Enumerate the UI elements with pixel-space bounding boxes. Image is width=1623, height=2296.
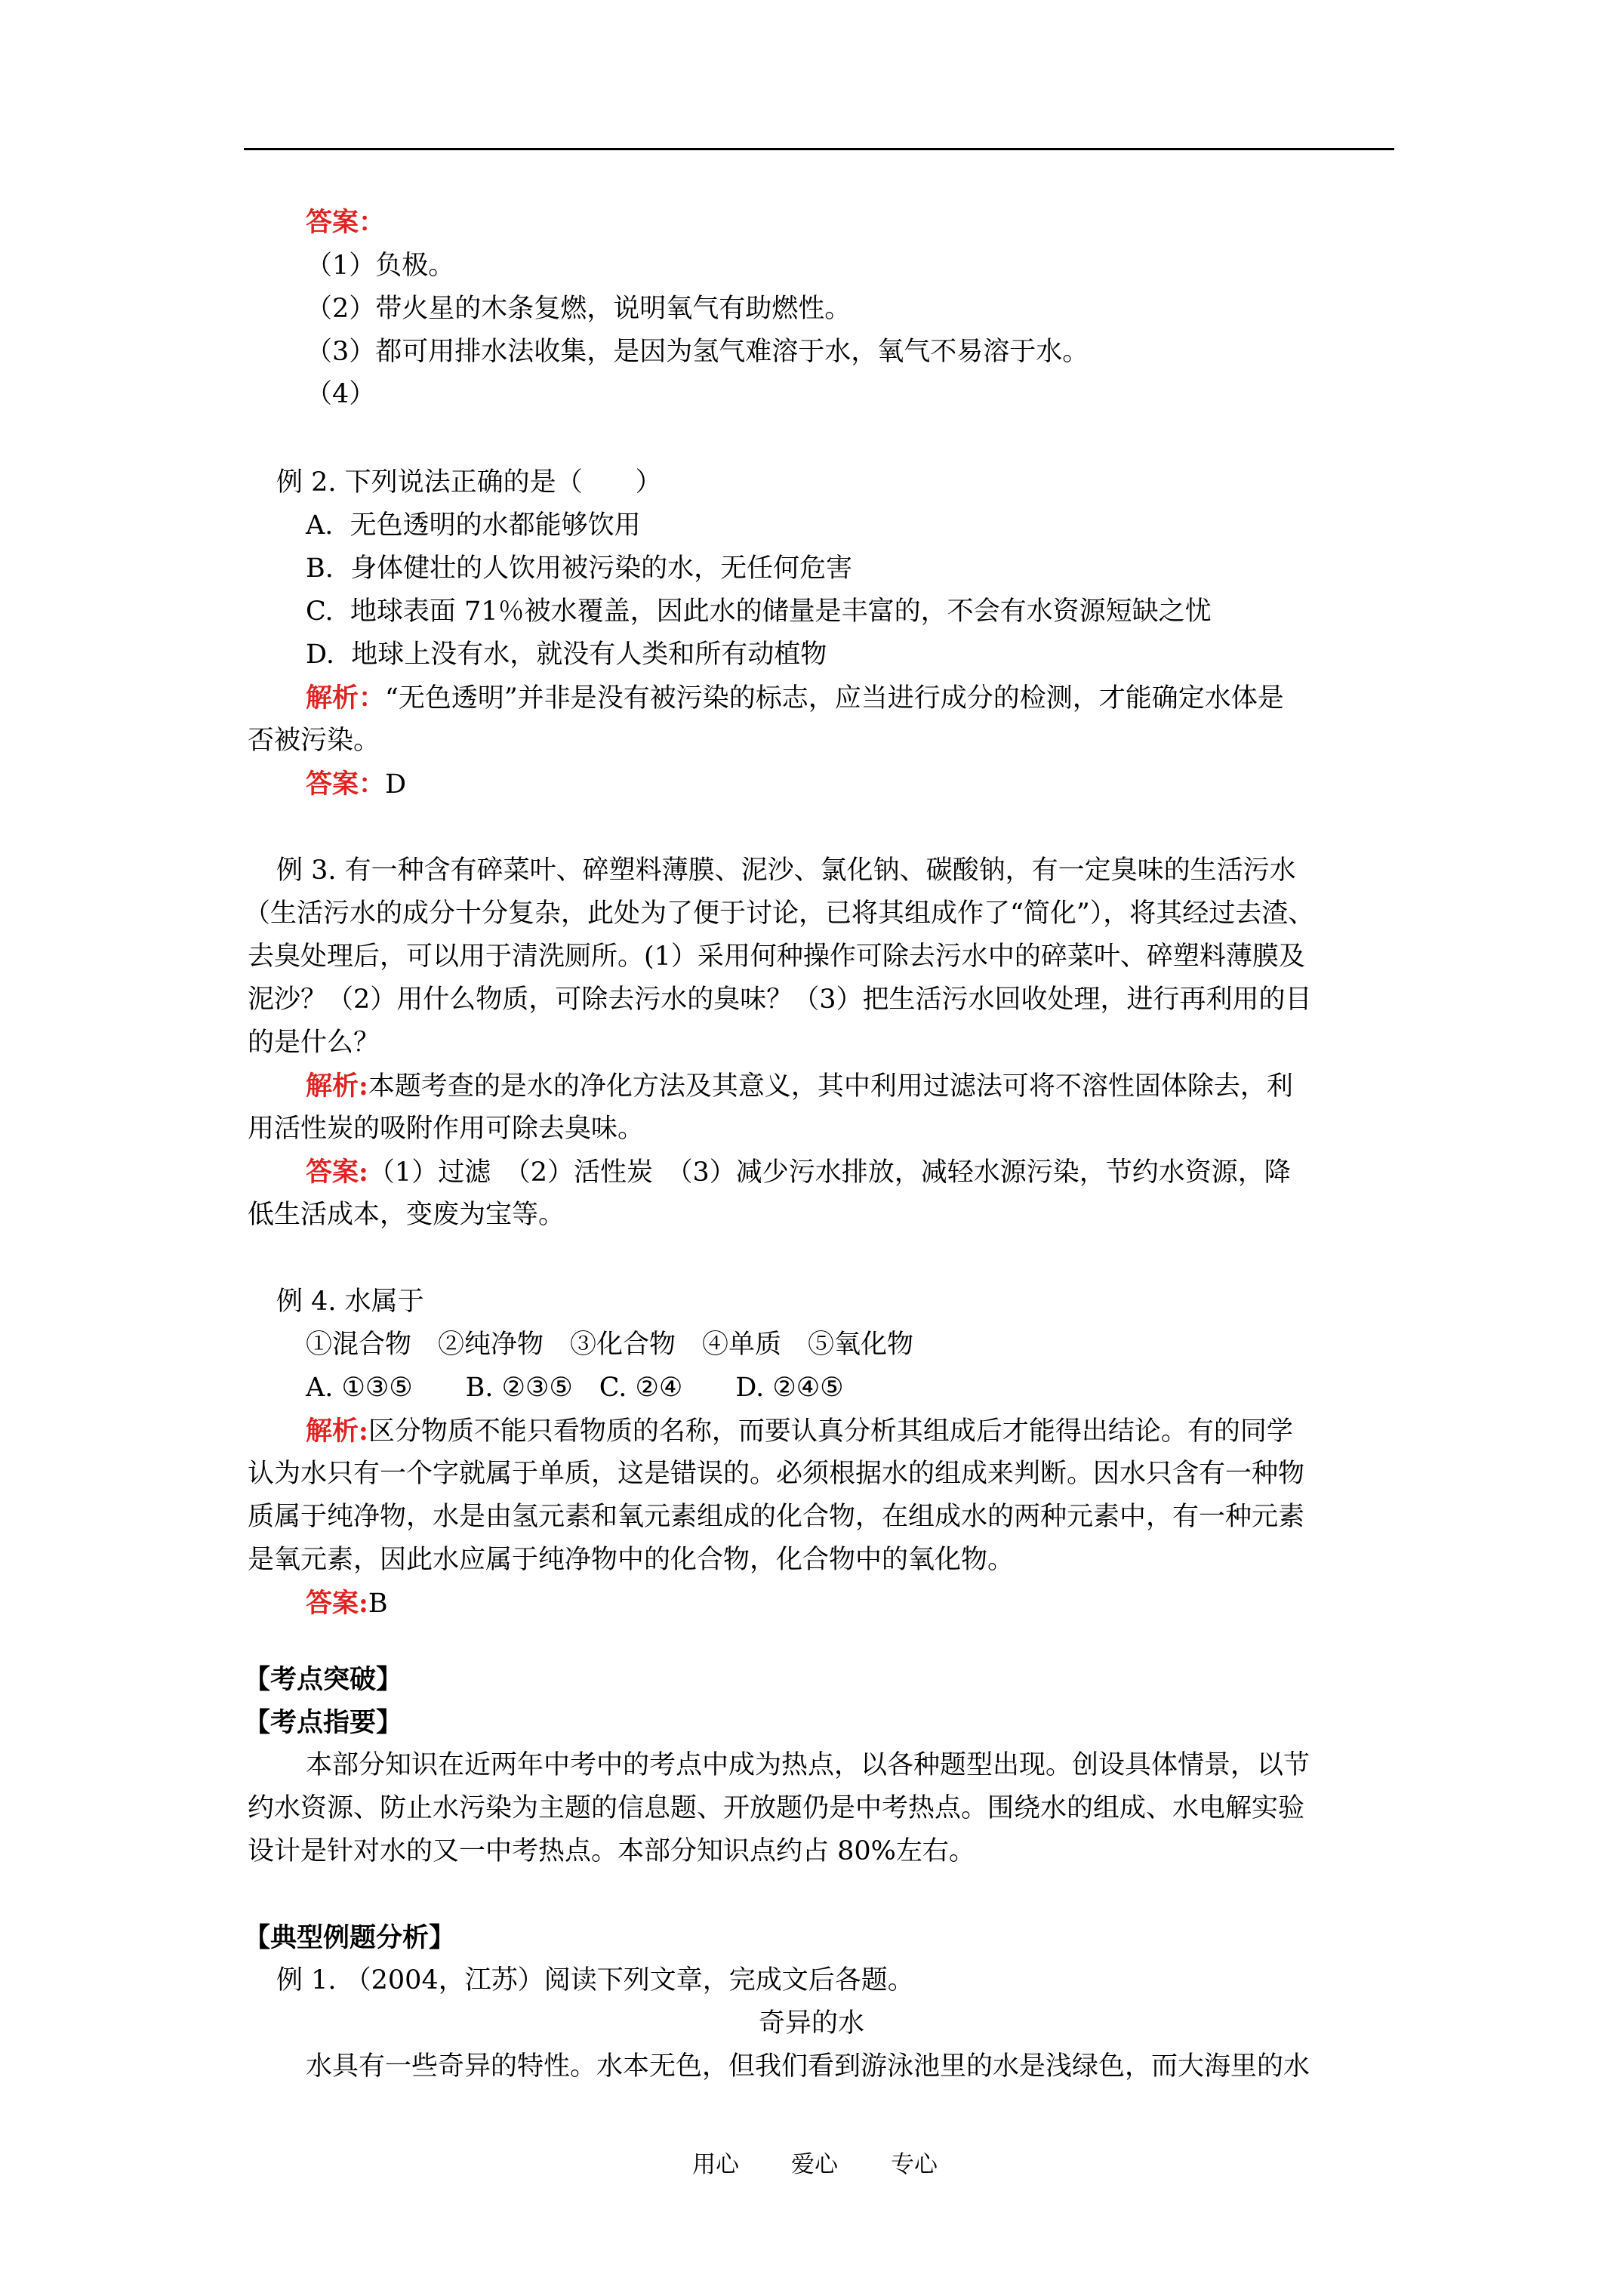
example-3-question-5: 的是什么？ — [248, 1028, 380, 1058]
example-2-analysis — [306, 685, 1284, 712]
answer-line-1: （1）负极。 — [306, 251, 455, 281]
example-4-choices: A. ①③⑤ B. ②③⑤ C. ②④ D. ②④⑤ — [306, 1373, 844, 1403]
example-4-question: 例 4. 水属于 — [276, 1287, 424, 1317]
typical-example-1-question: 例 1. （2004，江苏）阅读下列文章，完成文后各题。 — [276, 1965, 914, 1996]
example-3-answer-cont: 低生活成本，变废为宝等。 — [248, 1200, 565, 1230]
key-points-line-3: 设计是针对水的又一中考热点。本部分知识点约占 80%左右。 — [248, 1836, 975, 1866]
analysis-label: 解析： — [306, 683, 386, 713]
answer-label: 答案： — [306, 207, 386, 238]
analysis-label: 解析: — [306, 1071, 368, 1102]
example-2-analysis-cont: 否被污染。 — [248, 726, 380, 756]
answer-label: 答案： — [306, 769, 386, 800]
example-4-analysis-4: 是氧元素，因此水应属于纯净物中的化合物，化合物中的氧化物。 — [248, 1545, 1015, 1575]
example-3-answer — [306, 1159, 1291, 1186]
footer-text-2: 爱心 — [791, 2151, 838, 2178]
article-line-1: 水具有一些奇异的特性。水本无色，但我们看到游泳池里的水是浅绿色，而大海里的水 — [306, 2051, 1310, 2082]
answer-line-2: （2）带火星的木条复燃，说明氧气有助燃性。 — [306, 294, 852, 324]
example-4-analysis — [306, 1418, 1293, 1445]
example-3-question-3: 去臭处理后，可以用于清洗厕所。(1）采用何种操作可除去污水中的碎菜叶、碎塑料薄膜及 — [248, 942, 1305, 972]
example-4-analysis-3: 质属于纯净物，水是由氢元素和氧元素组成的化合物，在组成水的两种元素中，有一种元素 — [248, 1502, 1305, 1532]
answer-value: D — [385, 769, 407, 800]
example-2-option-b: B. 身体健壮的人饮用被污染的水，无任何危害 — [306, 553, 853, 584]
example-3-analysis — [306, 1073, 1293, 1100]
footer-text-3: 专心 — [891, 2151, 938, 2178]
answer-text: （1）过滤 （2）活性炭 （3）减少污水排放，减轻水源污染，节约水资源，降 — [368, 1157, 1291, 1188]
example-3-question-1: 例 3. 有一种含有碎菜叶、碎塑料薄膜、泥沙、氯化钠、碳酸钠，有一定臭味的生活污水 — [276, 855, 1296, 886]
answer-line-4: （4） — [306, 379, 376, 409]
example-4-answer — [306, 1590, 388, 1617]
footer-text-1: 用心 — [692, 2151, 739, 2178]
key-points-line-1: 本部分知识在近两年中考中的考点中成为热点，以各种题型出现。创设具体情景，以节 — [306, 1750, 1310, 1780]
example-2-option-c: C. 地球表面 71％被水覆盖，因此水的储量是丰富的，不会有水资源短缺之忧 — [306, 596, 1212, 627]
header-rule — [244, 148, 1394, 150]
analysis-text: 区分物质不能只看物质的名称，而要认真分析其组成后才能得出结论。有的同学 — [368, 1416, 1293, 1447]
answer-label: 答案: — [306, 1157, 368, 1188]
answer-line-3: （3）都可用排水法收集，是因为氢气难溶于水，氧气不易溶于水。 — [306, 337, 1089, 367]
answer-value: B — [368, 1589, 388, 1619]
analysis-text: “无色透明”并非是没有被污染的标志，应当进行成分的检测，才能确定水体是 — [385, 683, 1284, 713]
example-3-analysis-cont: 用活性炭的吸附作用可除去臭味。 — [248, 1114, 645, 1144]
article-title: 奇异的水 — [759, 2008, 865, 2039]
section-heading-breakthrough: 【考点突破】 — [244, 1664, 403, 1695]
analysis-text: 本题考查的是水的净化方法及其意义，其中利用过滤法可将不溶性固体除去，利 — [368, 1071, 1293, 1102]
key-points-line-2: 约水资源、防止水污染为主题的信息题、开放题仍是中考热点。围绕水的组成、水电解实验 — [248, 1793, 1305, 1823]
example-2-answer — [306, 771, 406, 798]
answer-label: 答案: — [306, 1588, 368, 1619]
section-heading-key-points: 【考点指要】 — [244, 1707, 403, 1738]
example-3-question-4: 泥沙？（2）用什么物质，可除去污水的臭味？（3）把生活污水回收处理，进行再利用的目 — [248, 985, 1312, 1015]
section-heading-typical-examples: 【典型例题分析】 — [244, 1922, 456, 1953]
example-4-analysis-2: 认为水只有一个字就属于单质，这是错误的。必须根据水的组成来判断。因水只含有一种物 — [248, 1459, 1305, 1489]
example-3-question-2: （生活污水的成分十分复杂，此处为了便于讨论，已将其组成作了“简化”），将其经过去渣、 — [244, 898, 1315, 929]
example-4-items: ①混合物 ②纯净物 ③化合物 ④单质 ⑤氧化物 — [306, 1330, 914, 1360]
example-2-question: 例 2. 下列说法正确的是（ ） — [276, 467, 662, 498]
example-2-option-d: D. 地球上没有水，就没有人类和所有动植物 — [306, 639, 827, 670]
example-2-option-a: A. 无色透明的水都能够饮用 — [306, 510, 641, 541]
analysis-label: 解析: — [306, 1416, 368, 1447]
